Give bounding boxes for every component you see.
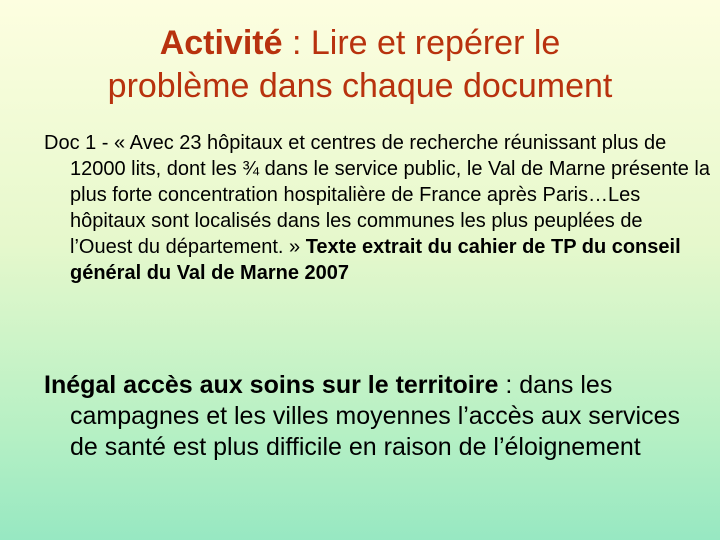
- title-line2-text: problème dans chaque document: [107, 67, 613, 105]
- conclusion-paragraph: [44, 370, 710, 463]
- conclusion-heading: Inégal accès aux soins sur le territoire: [44, 371, 499, 399]
- document-1-source: Texte extrait du cahier de TP du conseil général du Val de Marne 2007: [70, 236, 681, 284]
- title-line1-text: : Lire et repérer le: [282, 24, 561, 62]
- document-1-quote: [44, 130, 710, 286]
- slide-title: [0, 22, 720, 108]
- title-activity-label: Activité: [159, 24, 283, 62]
- document-1-text: Doc 1 - « Avec 23 hôpitaux et centres de recherche réunissant plus de 12000 lits, dont les ¾ dans le service public, le Val de Marne présente la plus forte concentration hospitalière de France après Paris…Les hôpitaux sont localisés dans les communes les plus peuplées de l’Ouest du département. »: [44, 132, 710, 258]
- conclusion-text: : dans les campagnes et les villes moyennes l’accès aux services de santé est plus difficile en raison de l’éloignement: [70, 371, 680, 461]
